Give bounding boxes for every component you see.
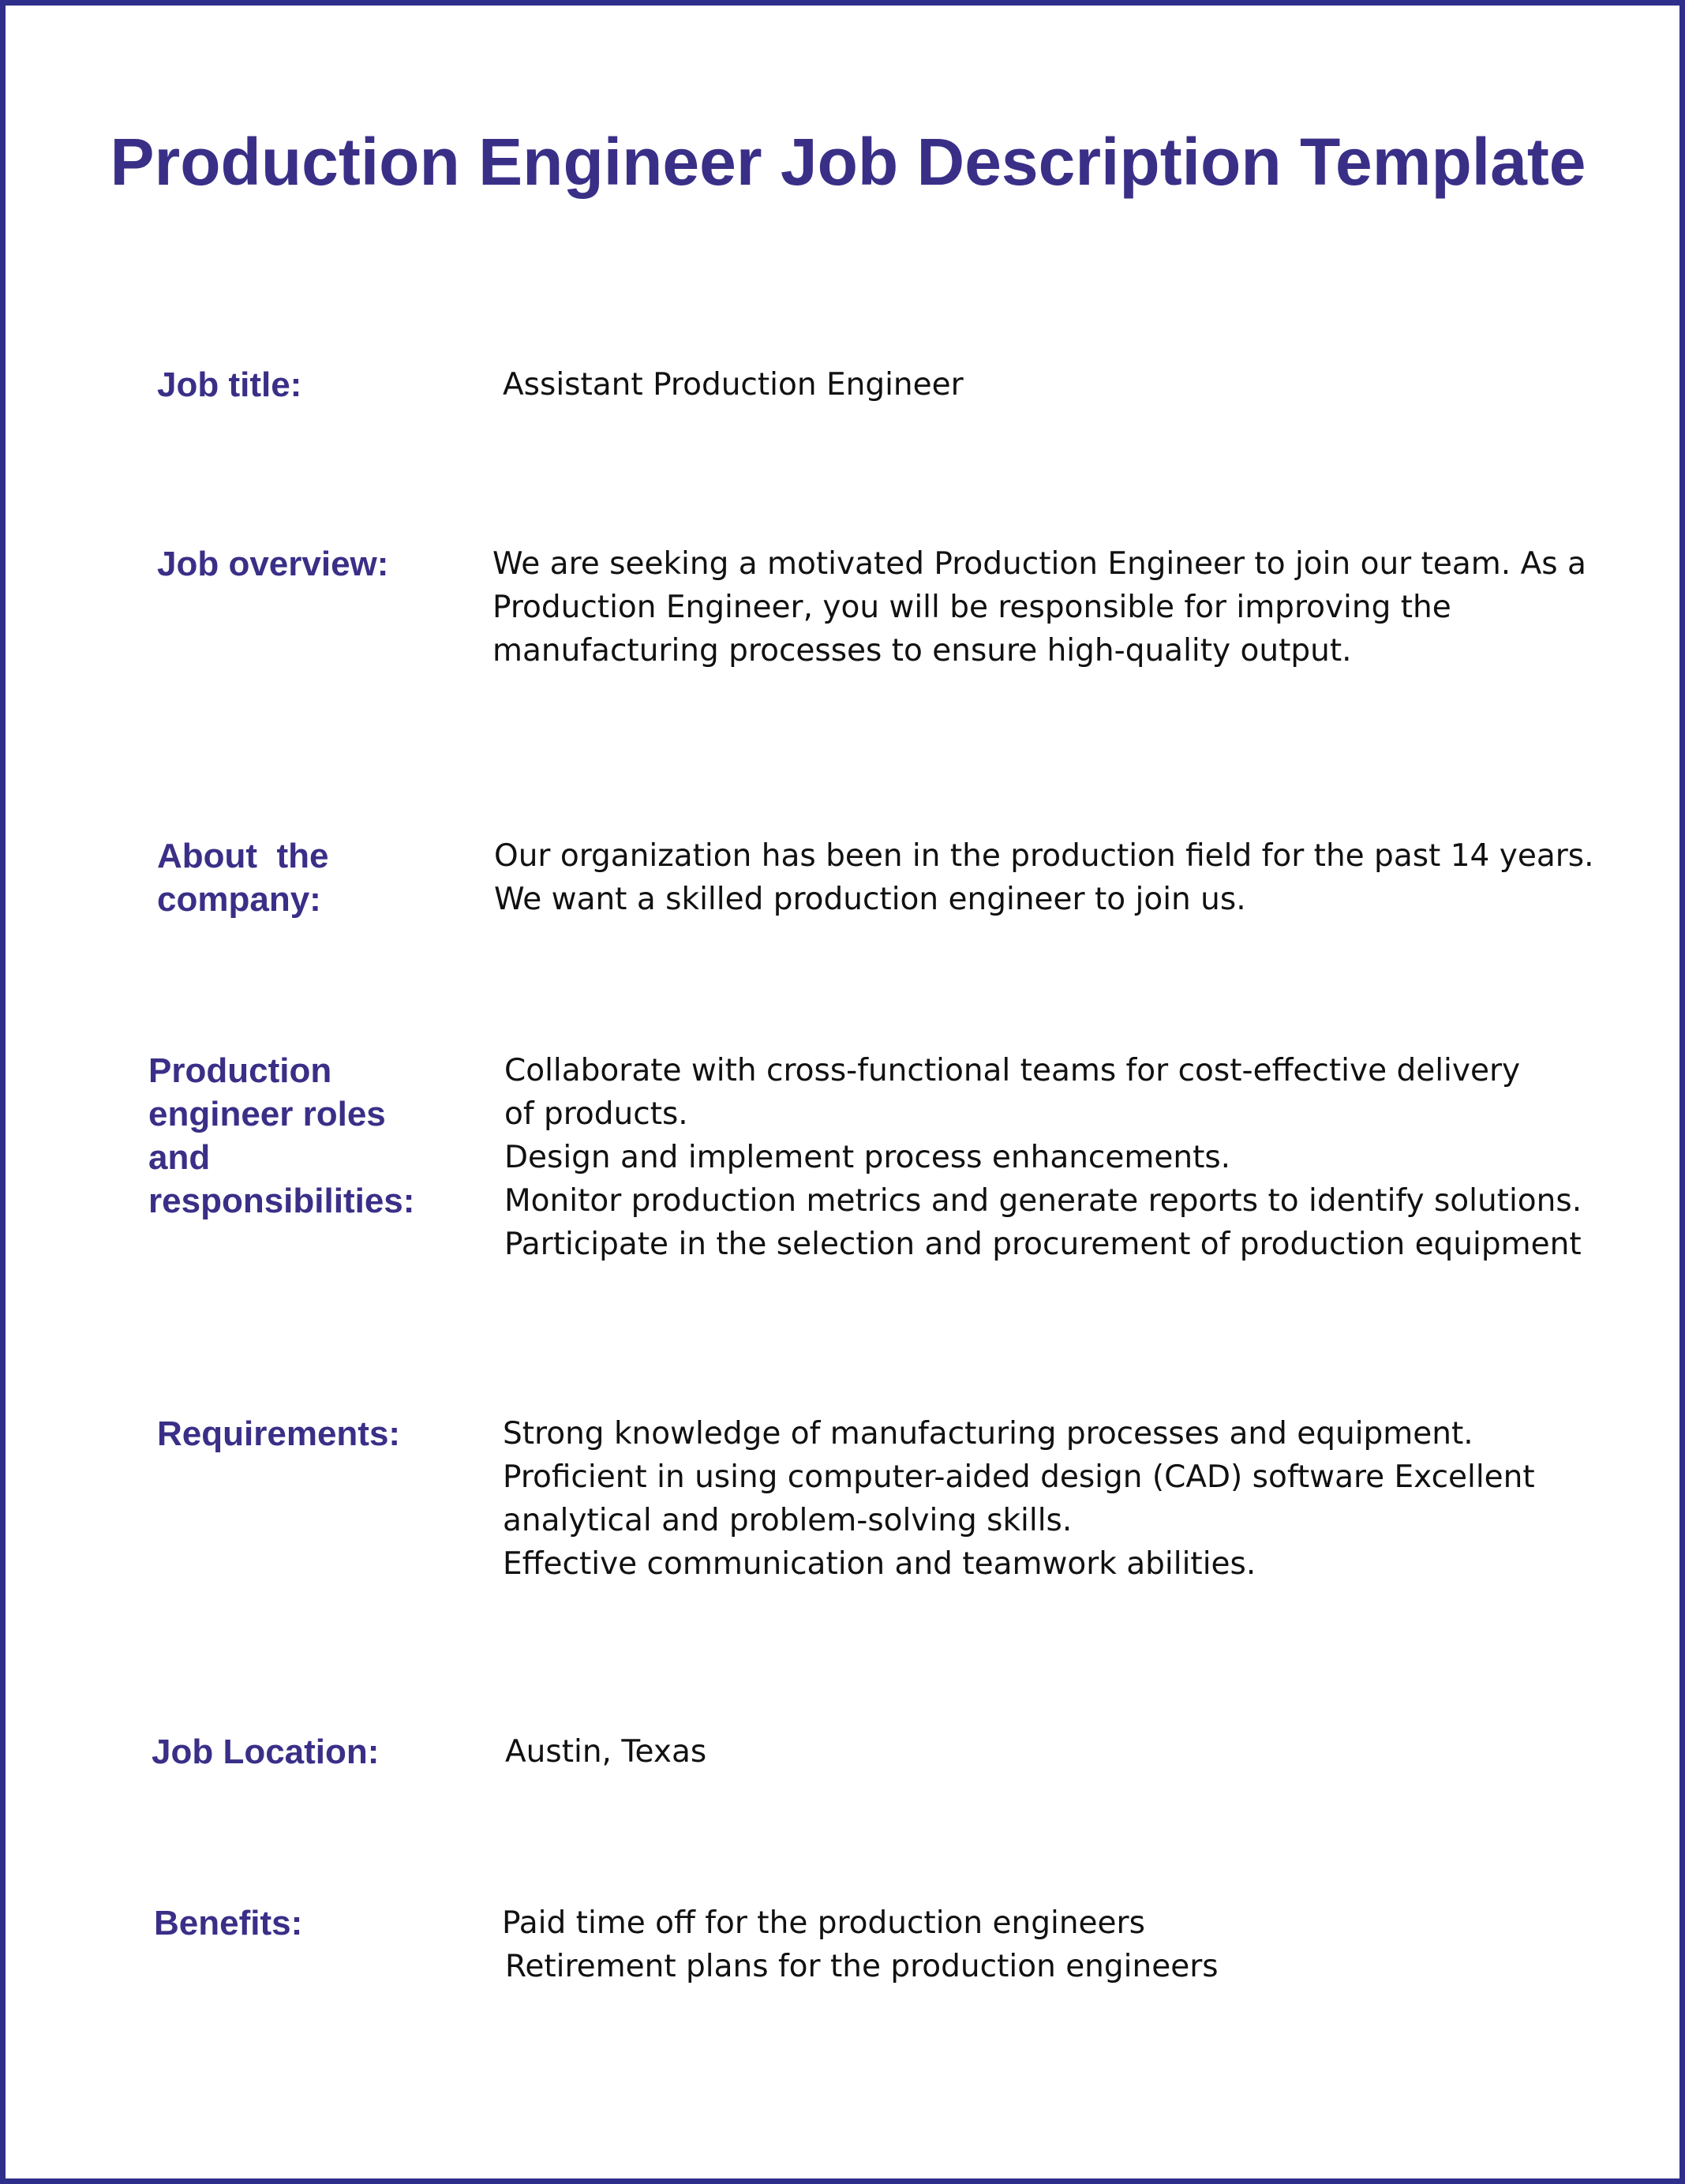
benefits-label: Benefits: — [154, 1904, 303, 1942]
benefits-text — [502, 1901, 1219, 1988]
benefits-line: Retirement plans for the production engineers — [505, 1949, 1219, 1984]
roles-label-line: and — [148, 1138, 211, 1177]
about-company-label-line: About the — [157, 837, 329, 875]
requirements-line: analytical and problem-solving skills. — [503, 1503, 1073, 1538]
job-title-line: Assistant Production Engineer — [503, 367, 964, 403]
roles-label-line: Production — [148, 1051, 332, 1090]
roles-line: of products. — [504, 1096, 688, 1132]
roles-line: Collaborate with cross-functional teams for cost-effective delivery — [504, 1053, 1521, 1088]
job-title-label: Job title: — [157, 365, 302, 404]
about-company-label-line: company: — [157, 880, 321, 919]
roles-line: Participate in the selection and procurement of production equipment — [504, 1227, 1582, 1262]
job-overview-label: Job overview: — [157, 545, 389, 583]
roles-line: Monitor production metrics and generate reports to identify solutions. — [504, 1183, 1582, 1219]
about-company-text — [494, 834, 1593, 921]
roles-label-line: responsibilities: — [148, 1182, 415, 1220]
job-location-value — [505, 1730, 706, 1774]
job-overview-line: We are seeking a motivated Production Engineer to join our team. As a — [492, 546, 1586, 582]
requirements-text — [503, 1412, 1535, 1586]
benefits-line: Paid time off for the production engineers — [502, 1905, 1145, 1941]
page-title: Production Engineer Job Description Template — [110, 125, 1586, 199]
about-company-line: We want a skilled production engineer to join us. — [494, 882, 1246, 917]
about-company-line: Our organization has been in the production field for the past 14 years. — [494, 838, 1594, 874]
job-location-label: Job Location: — [152, 1733, 380, 1771]
roles-line: Design and implement process enhancements. — [504, 1140, 1231, 1175]
roles-label — [148, 1049, 414, 1223]
requirements-line: Strong knowledge of manufacturing processes and equipment. — [503, 1416, 1473, 1452]
about-company-label — [157, 834, 329, 921]
roles-text — [504, 1049, 1582, 1266]
job-overview-line: manufacturing processes to ensure high-quality output. — [492, 633, 1352, 669]
roles-label-line: engineer roles — [148, 1095, 386, 1133]
job-location-line: Austin, Texas — [505, 1734, 707, 1770]
requirements-label: Requirements: — [157, 1414, 401, 1453]
job-overview-text — [492, 542, 1586, 672]
requirements-line: Proficient in using computer-aided design (CAD) software Excellent — [503, 1459, 1535, 1495]
job-title-value — [503, 363, 964, 406]
requirements-line: Effective communication and teamwork abilities. — [503, 1546, 1256, 1582]
job-overview-line: Production Engineer, you will be responsible for improving the — [492, 590, 1451, 625]
